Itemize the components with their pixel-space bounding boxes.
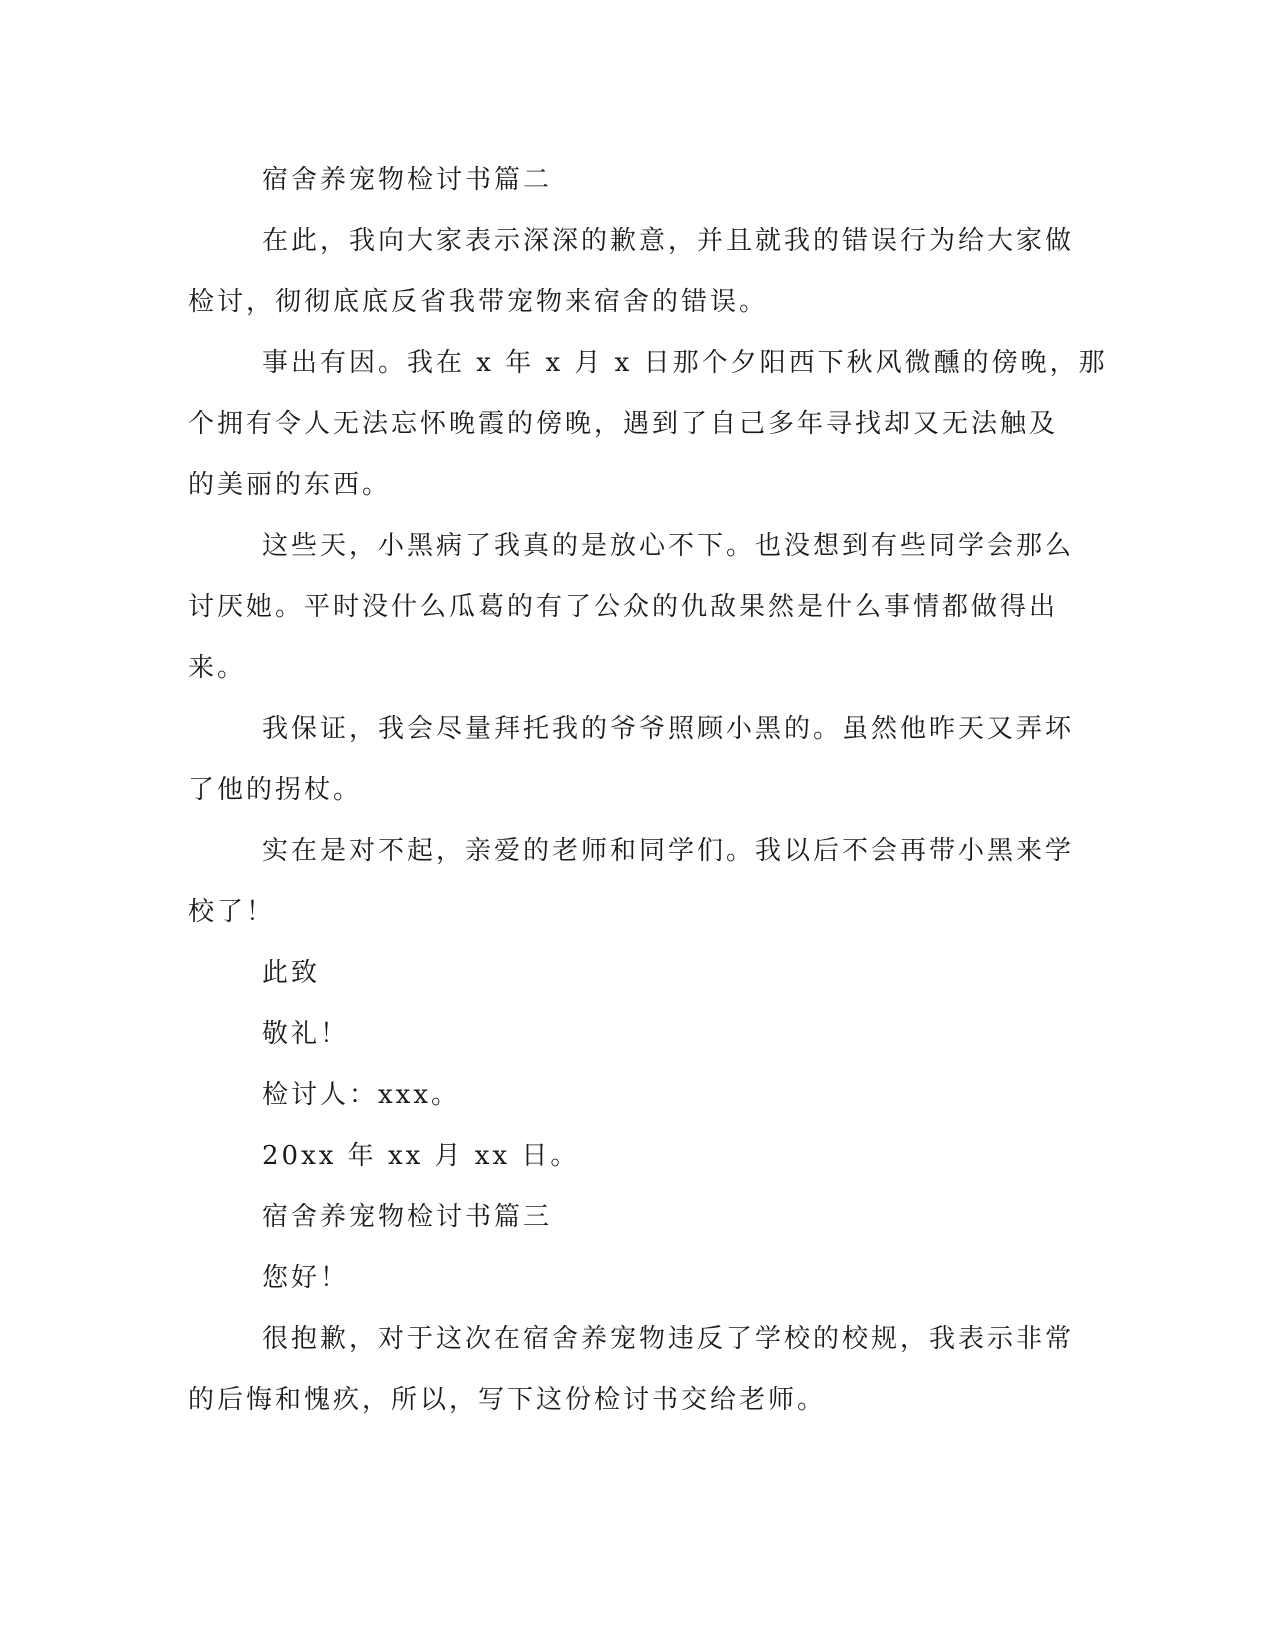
signer-line: 检讨人：xxx。 [262,1080,460,1110]
closing-salutation: 此致 [262,958,321,988]
greeting-line: 您好！ [262,1263,350,1293]
paragraph-line: 讨厌她。平时没什么瓜葛的有了公众的仇敌果然是什么事情都做得出 [188,592,1059,622]
paragraph-line: 的后悔和愧疚，所以，写下这份检讨书交给老师。 [188,1385,827,1415]
section-heading-part-two: 宿舍养宠物检讨书篇二 [262,165,553,195]
paragraph-line: 个拥有令人无法忘怀晚霞的傍晚，遇到了自己多年寻找却又无法触及 [188,409,1059,439]
paragraph-line: 我保证，我会尽量拜托我的爷爷照顾小黑的。虽然他昨天又弄坏 [262,714,1075,744]
paragraph-line: 的美丽的东西。 [188,470,392,500]
paragraph-line: 很抱歉，对于这次在宿舍养宠物违反了学校的校规，我表示非常 [262,1324,1075,1354]
paragraph-line: 来。 [188,653,247,683]
paragraph-sorry [188,821,1075,943]
paragraph-promise [188,699,1075,821]
paragraph-line: 这些天，小黑病了我真的是放心不下。也没想到有些同学会那么 [262,531,1075,561]
paragraph-line: 校了！ [188,897,276,927]
document-body [188,150,1108,1431]
date-line: 20xx 年 xx 月 xx 日。 [262,1141,580,1171]
paragraph-line: 在此，我向大家表示深深的歉意，并且就我的错误行为给大家做 [262,226,1075,256]
paragraph-line: 了他的拐杖。 [188,775,363,805]
paragraph-apology [188,211,1075,333]
paragraph-line: 实在是对不起，亲爱的老师和同学们。我以后不会再带小黑来学 [262,836,1075,866]
paragraph-line: 事出有因。我在 x 年 x 月 x 日那个夕阳西下秋风微醺的傍晚，那 [262,348,1108,378]
paragraph-line: 检讨，彻彻底底反省我带宠物来宿舍的错误。 [188,287,769,317]
paragraph-regret [188,1309,1075,1431]
section-heading-part-three: 宿舍养宠物检讨书篇三 [262,1202,553,1232]
closing-regards: 敬礼！ [262,1019,350,1049]
paragraph-pet-sick [188,516,1075,699]
paragraph-cause [188,333,1108,516]
